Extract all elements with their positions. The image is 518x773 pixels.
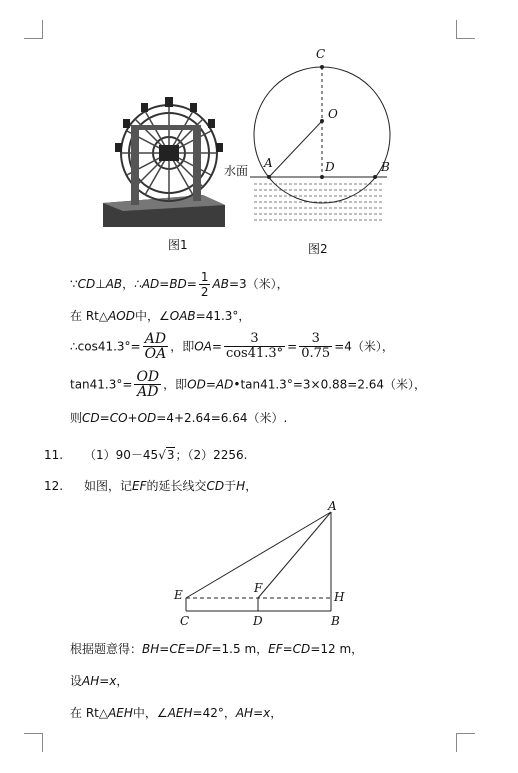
label-b: B bbox=[331, 614, 340, 628]
label-b: B bbox=[381, 160, 390, 174]
figure-1-caption: 图1 bbox=[168, 238, 188, 252]
label-a: A bbox=[264, 156, 273, 170]
sol10-line-1: ∵CD⊥AB，∴AD=BD= $\frac{1}{2}$ AB=3（米）， bbox=[70, 270, 289, 299]
point-c bbox=[320, 65, 324, 69]
corner-mark-bottom-right bbox=[456, 733, 475, 752]
point-d bbox=[320, 175, 324, 179]
corner-mark-top-left bbox=[24, 20, 43, 39]
sol10-line-3: ∴cos41.3°= $\frac{AD}{OA}$ ，即OA= $\frac{3}{\cos 41.3^\circ}$ = $\frac{3}{0.75}$ =4（米）， bbox=[70, 331, 394, 362]
label-f: F bbox=[254, 581, 263, 595]
label-h: H bbox=[334, 590, 345, 604]
sqrt-symbol: √ bbox=[158, 448, 166, 462]
label-e: E bbox=[174, 588, 183, 602]
point-o bbox=[320, 119, 324, 123]
corner-mark-top-right bbox=[456, 20, 475, 39]
fraction-3-over-cos: $\frac{3}{\cos 41.3^\circ}$ bbox=[225, 331, 284, 361]
fraction-3-over-075: $\frac{3}{0.75}$ bbox=[301, 331, 331, 361]
q11-answer: （1）90－45√3；（2）2256. bbox=[84, 448, 248, 462]
fraction-one-half: $\frac{1}{2}$ bbox=[200, 270, 209, 299]
q12-line-3: 在 Rt△AEH中，∠AEH=42°，AH=x， bbox=[70, 706, 283, 720]
label-d: D bbox=[325, 160, 335, 174]
point-b bbox=[373, 175, 377, 179]
fraction-ad-over-oa: $\frac{AD}{OA}$ bbox=[144, 331, 167, 362]
figure-2-caption: 图2 bbox=[308, 242, 328, 256]
point-a bbox=[267, 175, 271, 179]
sol10-line-2: 在 Rt△AOD中，∠OAB=41.3°， bbox=[70, 309, 251, 323]
q12-intro: 如图，记EF的延长线交CD于H， bbox=[84, 479, 258, 493]
fraction-od-over-ad: $\frac{OD}{AD}$ bbox=[136, 369, 160, 400]
segment-fa bbox=[258, 512, 331, 598]
q11-number: 11. bbox=[44, 448, 64, 462]
q12-line-1: 根据题意得：BH=CE=DF=1.5 m，EF=CD=12 m， bbox=[70, 642, 364, 656]
figure-q12-triangle bbox=[170, 498, 360, 630]
label-c: C bbox=[316, 47, 326, 61]
label-c: C bbox=[180, 614, 190, 628]
q12-line-2: 设AH=x， bbox=[70, 674, 129, 688]
figure-1-waterwheel bbox=[103, 95, 225, 227]
q12-number: 12. bbox=[44, 479, 64, 493]
label-a: A bbox=[328, 499, 337, 513]
sol10-line-5: 则CD=CO+OD=4+2.64=6.64（米）. bbox=[70, 411, 288, 425]
segment-oa bbox=[269, 121, 322, 177]
sol10-line-4: tan41.3°= $\frac{OD}{AD}$ ，即OD=AD•tan41.3°=3×0.88=2.64（米）， bbox=[70, 369, 427, 400]
label-o: O bbox=[328, 107, 338, 121]
figure-2-circle-diagram bbox=[222, 40, 412, 236]
corner-mark-bottom-left bbox=[24, 733, 43, 752]
water-hatch bbox=[254, 184, 384, 220]
water-label: 水面 bbox=[224, 164, 249, 178]
label-d: D bbox=[253, 614, 263, 628]
